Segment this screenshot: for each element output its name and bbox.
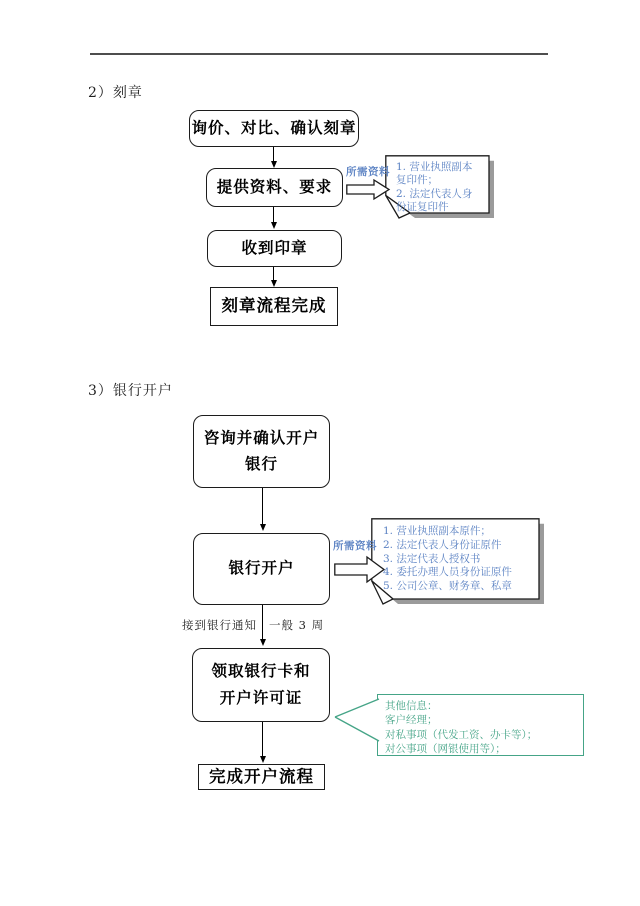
flow-box-label: 收到印章 xyxy=(241,238,308,257)
flow-box-bank-done xyxy=(198,764,325,790)
section-seal-heading: 2）刻章 xyxy=(88,85,143,101)
top-divider xyxy=(90,53,548,55)
flow-box-seal-receive xyxy=(207,230,342,267)
flow-box-label-line1: 咨询并确认开户 xyxy=(203,428,320,447)
flow-arrow xyxy=(262,488,263,524)
note-text-seal xyxy=(396,161,488,215)
flow-box-label-line2: 银行 xyxy=(244,454,278,473)
flow-box-bank-consult xyxy=(193,415,330,488)
note-line: 1. 营业执照副本原件； xyxy=(383,525,491,537)
side-label-bank: 所需资料 xyxy=(333,540,377,552)
note-text-bank xyxy=(383,525,543,594)
callout-line: 客户经理； xyxy=(385,714,438,727)
block-arrow-seal xyxy=(346,179,390,200)
flow-arrow xyxy=(273,147,274,161)
callout-line: 对公事项（网银使用等）； xyxy=(385,743,506,756)
note-line: 5. 公司公章、财务章、私章 xyxy=(383,580,512,593)
flow-box-seal-inquiry xyxy=(189,110,359,147)
flow-arrow xyxy=(262,605,263,639)
flow-box-label: 询价、对比、确认刻章 xyxy=(191,118,357,137)
flow-arrow xyxy=(273,267,274,280)
block-arrow-bank xyxy=(334,556,385,583)
note-line: 2. 法定代表人身 xyxy=(396,187,473,200)
flow-box-label: 提供资料、要求 xyxy=(216,177,333,196)
arrow-label-left: 接到银行通知 xyxy=(182,618,257,632)
flow-box-bank-open xyxy=(193,533,330,605)
flow-arrow xyxy=(273,207,274,222)
flow-box-label: 刻章流程完成 xyxy=(221,296,327,316)
note-line: 4. 委托办理人员身份证原件 xyxy=(383,566,512,579)
callout-line: 对私事项（代发工资、办卡等）； xyxy=(385,728,538,741)
note-line: 复印件； xyxy=(396,174,438,187)
flow-box-seal-done xyxy=(210,287,338,326)
callout-wedge xyxy=(334,696,379,744)
note-line: 1. 营业执照副本 xyxy=(396,161,473,173)
note-line: 2. 法定代表人身份证原件 xyxy=(383,538,502,551)
section-bank-heading: 3）银行开户 xyxy=(88,383,173,399)
callout-line: 其他信息： xyxy=(385,700,438,712)
side-label-seal: 所需资料 xyxy=(346,166,390,178)
callout-text xyxy=(385,699,580,757)
flow-box-bank-receive xyxy=(192,648,330,722)
flow-arrow xyxy=(262,722,263,756)
note-line: 3. 法定代表人授权书 xyxy=(383,552,481,565)
flow-box-label: 银行开户 xyxy=(228,559,295,578)
flow-box-label-line2: 开户许可证 xyxy=(219,688,303,707)
flow-box-seal-provide xyxy=(206,168,343,207)
flow-box-label-line1: 领取银行卡和 xyxy=(211,662,311,680)
arrow-label-right: 一般 3 周 xyxy=(269,618,325,632)
flow-box-label: 完成开户流程 xyxy=(209,766,314,786)
note-line: 份证复印件 xyxy=(396,201,449,214)
